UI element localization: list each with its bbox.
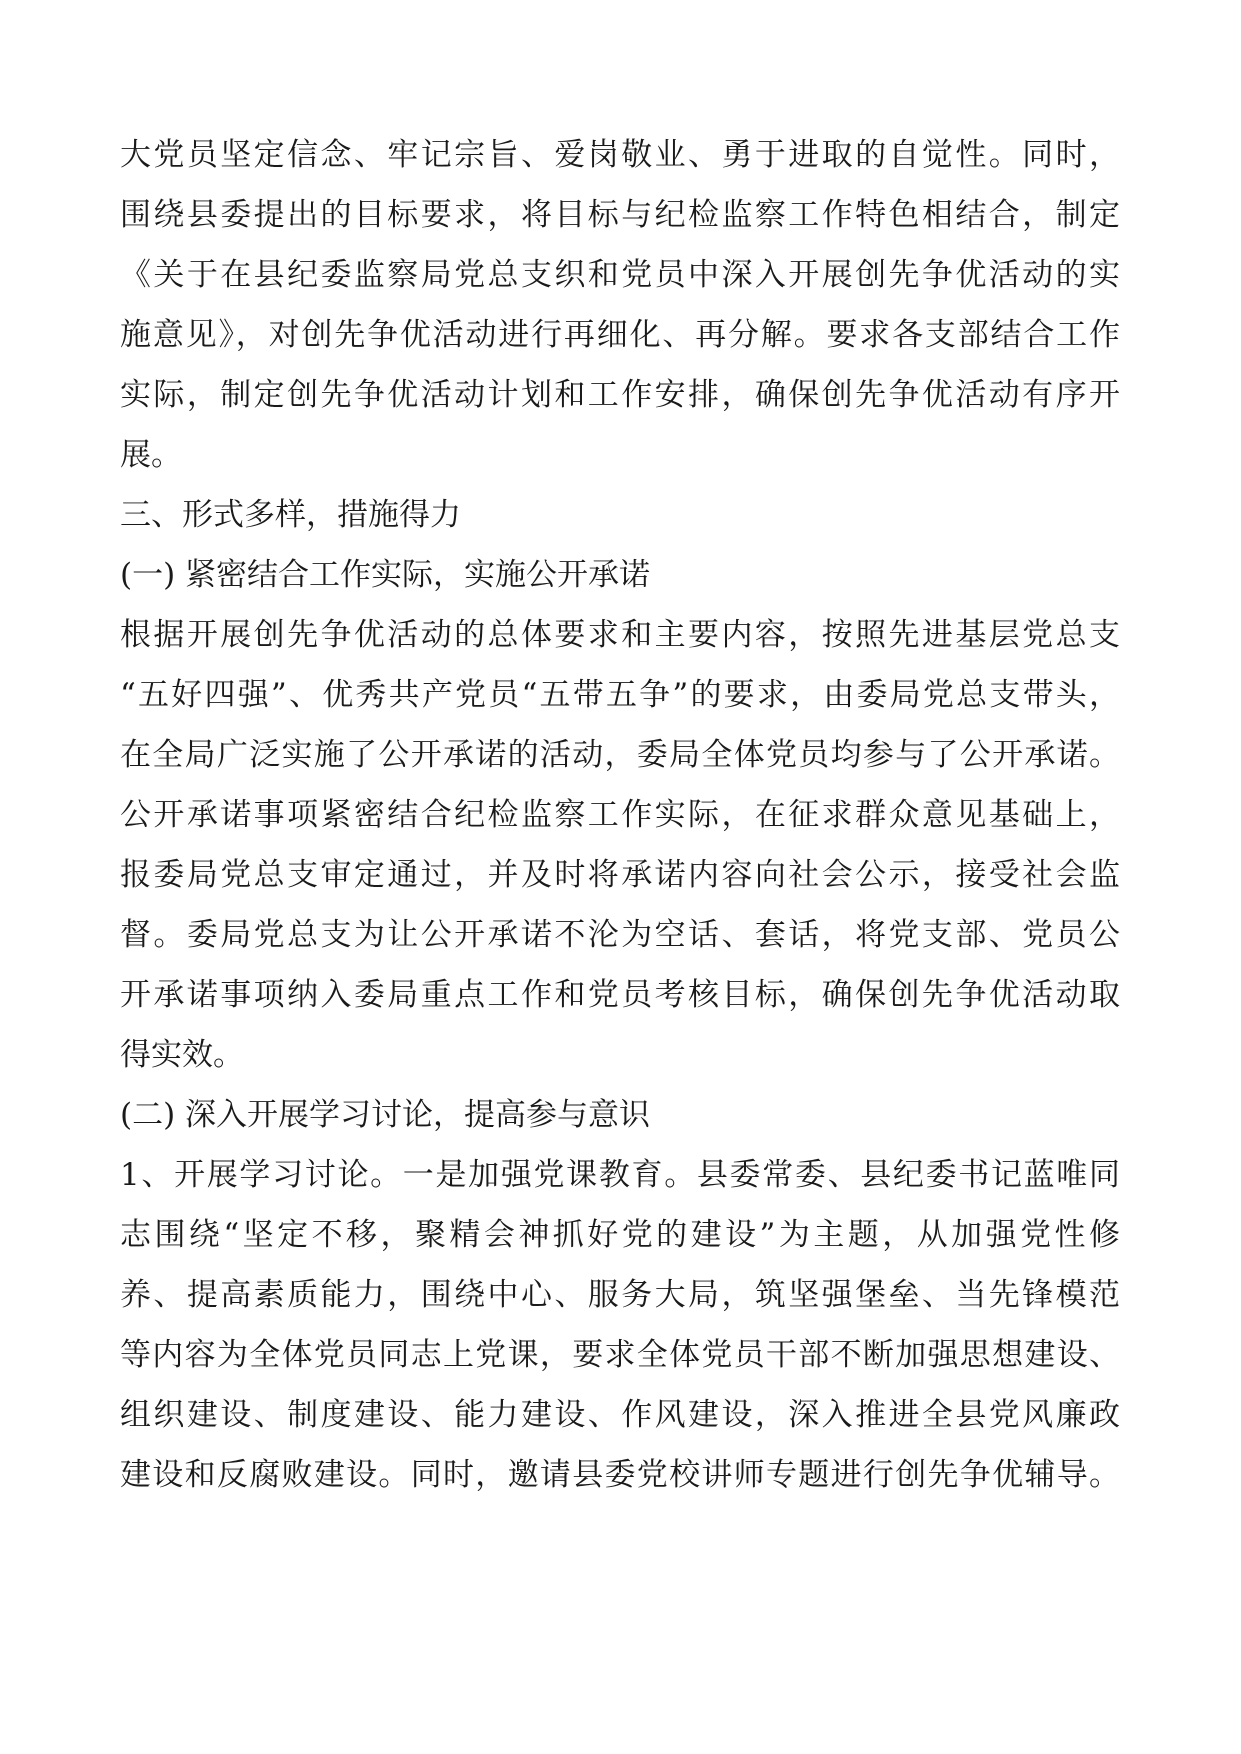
text-line: 根据开展创先争优活动的总体要求和主要内容，按照先进基层党总支	[120, 617, 1120, 653]
text-line: 督。委局党总支为让公开承诺不沦为空话、套话，将党支部、党员公	[120, 917, 1120, 953]
subsection-heading: (二) 深入开展学习讨论，提高参与意识	[120, 1097, 651, 1133]
text-line: 报委局党总支审定通过，并及时将承诺内容向社会公示，接受社会监	[120, 857, 1120, 893]
text-line: 1、开展学习讨论。一是加强党课教育。县委常委、县纪委书记蓝唯同	[120, 1157, 1120, 1193]
text-line: 开承诺事项纳入委局重点工作和党员考核目标，确保创先争优活动取	[120, 977, 1120, 1013]
text-line: 组织建设、制度建设、能力建设、作风建设，深入推进全县党风廉政	[120, 1397, 1120, 1433]
document-body	[120, 125, 1120, 1505]
text-line: 实际，制定创先争优活动计划和工作安排，确保创先争优活动有序开	[120, 377, 1120, 413]
text-line: 围绕县委提出的目标要求，将目标与纪检监察工作特色相结合，制定	[120, 197, 1120, 233]
text-line: 《关于在县纪委监察局党总支织和党员中深入开展创先争优活动的实	[120, 257, 1120, 293]
text-line: 公开承诺事项紧密结合纪检监察工作实际，在征求群众意见基础上，	[120, 797, 1120, 833]
text-line: 展。	[120, 437, 182, 473]
text-line: 施意见》，对创先争优活动进行再细化、再分解。要求各支部结合工作	[120, 317, 1120, 353]
subsection-heading: (一) 紧密结合工作实际，实施公开承诺	[120, 557, 651, 593]
text-line: 志围绕“坚定不移，聚精会神抓好党的建设”为主题，从加强党性修	[120, 1217, 1120, 1253]
text-line: 等内容为全体党员同志上党课，要求全体党员干部不断加强思想建设、	[120, 1337, 1120, 1373]
text-line: 大党员坚定信念、牢记宗旨、爱岗敬业、勇于进取的自觉性。同时，	[120, 137, 1120, 173]
text-line: 得实效。	[120, 1037, 244, 1073]
text-line: 建设和反腐败建设。同时，邀请县委党校讲师专题进行创先争优辅导。	[120, 1457, 1120, 1493]
text-line: 养、提高素质能力，围绕中心、服务大局，筑坚强堡垒、当先锋模范	[120, 1277, 1120, 1313]
text-line: 在全局广泛实施了公开承诺的活动，委局全体党员均参与了公开承诺。	[120, 737, 1120, 773]
section-heading: 三、形式多样，措施得力	[120, 497, 461, 533]
text-line: “五好四强”、优秀共产党员“五带五争”的要求，由委局党总支带头，	[120, 677, 1120, 713]
